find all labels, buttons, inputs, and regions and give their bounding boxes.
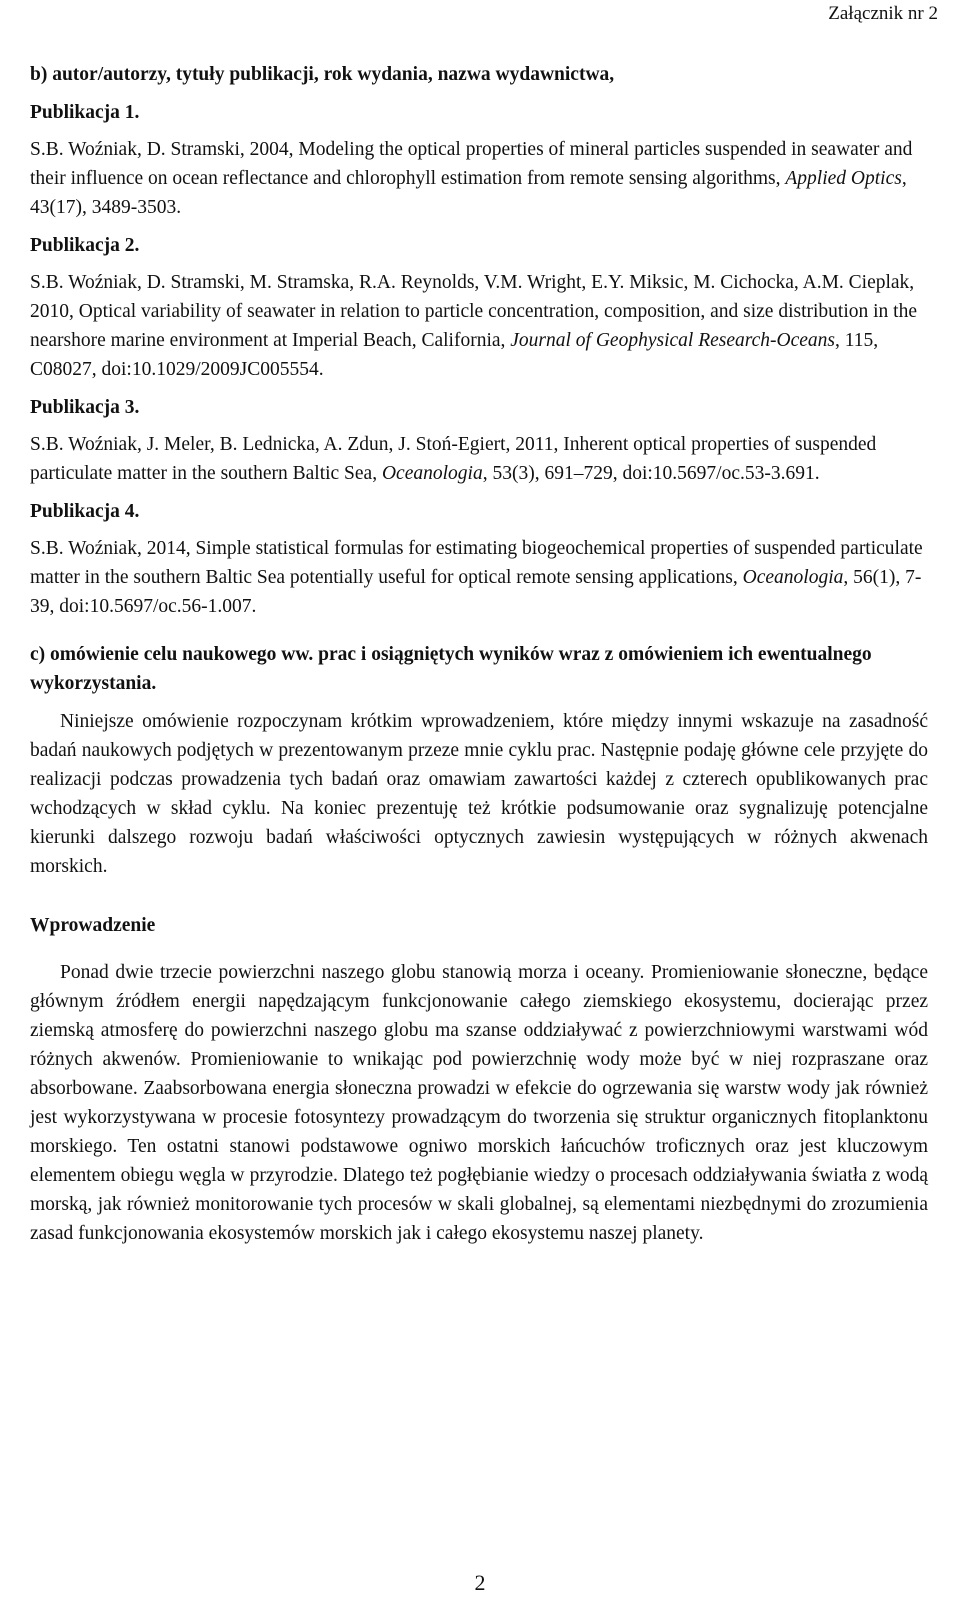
citation-journal: Oceanologia (381, 463, 483, 484)
publication-label: Publikacja 2. (30, 235, 140, 256)
publication-1 (30, 98, 928, 222)
page-number: 2 (474, 1570, 486, 1595)
citation-volume: , 56(1), 7-39, doi:10.5697/oc.56-1.007. (30, 567, 922, 617)
introduction-heading: Wprowadzenie (30, 915, 156, 936)
citation-authors-title: S.B. Woźniak, D. Stramski, M. Stramska, R.A. Reynolds, V.M. Wright, E.Y. Miksic, M. Cichocka, A.M. Cieplak, 2010, Optical variability of seawater in relation to particle concentration, composition, and size distribution in the nearshore marine environment at Imperial Beach, California, (30, 272, 918, 351)
citation-volume: , 43(17), 3489-3503. (30, 168, 907, 218)
page-content (30, 60, 928, 1248)
publication-citation (30, 430, 928, 488)
citation-volume: , 53(3), 691–729, doi:10.5697/oc.53-3.691. (482, 463, 820, 484)
publication-citation (30, 135, 928, 222)
citation-volume: , 115, C08027, doi:10.1029/2009JC005554. (30, 330, 879, 380)
publication-label: Publikacja 3. (30, 397, 140, 418)
publication-label: Publikacja 4. (30, 501, 140, 522)
publication-label: Publikacja 1. (30, 102, 140, 123)
citation-journal: Journal of Geophysical Research-Oceans (510, 330, 835, 351)
section-c-heading: c) omówienie celu naukowego ww. prac i osiągniętych wyników wraz z omówieniem ich ewentualnego wykorzystania. (30, 644, 872, 694)
introduction-paragraph: Ponad dwie trzecie powierzchni naszego globu stanowią morza i oceany. Promieniowanie słoneczne, będące głównym źródłem energii napędzającym funkcjonowanie całego ziemskiego ekosystemu, docierając przez ziemską atmosferę do powierzchni naszego globu ma szanse oddziaływać z powierzchniowymi warstwami wód różnych akwenów. Promieniowanie to wnikając pod powierzchnię wody może być w niej rozpraszane oraz absorbowane. Zaabsorbowana energia słoneczna prowadzi w efekcie do ogrzewania się warstw wody jak również jest wykorzystywana w procesie fotosyntezy prowadzącym do tworzenia się struktur organicznych fitoplanktonu morskiego. Ten ostatni stanowi podstawowe ogniwo morskich łańcuchów troficznych oraz jest kluczowym elementem obiegu węgla w przyrodzie. Dlatego też pogłębianie wiedzy o procesach oddziaływania światła z wodą morską, jak również monitorowanie tych procesów w skali globalnej, są elementami niezbędnymi do zrozumienia zasad funkcjonowania ekosystemów morskich jak i całego ekosystemu naszej planety. (30, 962, 928, 1244)
publication-2 (30, 231, 928, 384)
citation-authors-title: S.B. Woźniak, 2014, Simple statistical formulas for estimating biogeochemical properties of suspended particulate matter in the southern Baltic Sea potentially useful for optical remote sensing applications, (30, 538, 923, 588)
publication-3 (30, 393, 928, 488)
citation-journal: Oceanologia (742, 567, 844, 588)
citation-journal: Applied Optics (785, 168, 902, 189)
publication-4 (30, 497, 928, 621)
section-c-intro-paragraph: Niniejsze omówienie rozpoczynam krótkim wprowadzeniem, które między innymi wskazuje na zasadność badań naukowych podjętych w prezentowanym przeze mnie cyklu prac. Następnie podaję główne cele przyjęte do realizacji podczas prowadzenia tych badań oraz omawiam zawartości każdej z czterech opublikowanych prac wchodzących w skład cyklu. Na koniec prezentuję też krótkie podsumowanie oraz sygnalizuję potencjalne kierunki dalszego rozwoju badań właściwości optycznych zawiesin występujących w różnych akwenach morskich. (30, 711, 928, 877)
annex-label: Załącznik nr 2 (828, 3, 938, 24)
publication-citation (30, 534, 928, 621)
section-b-heading: b) autor/autorzy, tytuły publikacji, rok wydania, nazwa wydawnictwa, (30, 64, 615, 85)
citation-authors-title: S.B. Woźniak, J. Meler, B. Lednicka, A. Zdun, J. Stoń-Egiert, 2011, Inherent optical properties of suspended particulate matter in the southern Baltic Sea, (30, 434, 877, 484)
publication-citation (30, 268, 928, 384)
citation-authors-title: S.B. Woźniak, D. Stramski, 2004, Modeling the optical properties of mineral particles suspended in seawater and their influence on ocean reflectance and chlorophyll estimation from remote sensing algorithms, (30, 139, 913, 189)
